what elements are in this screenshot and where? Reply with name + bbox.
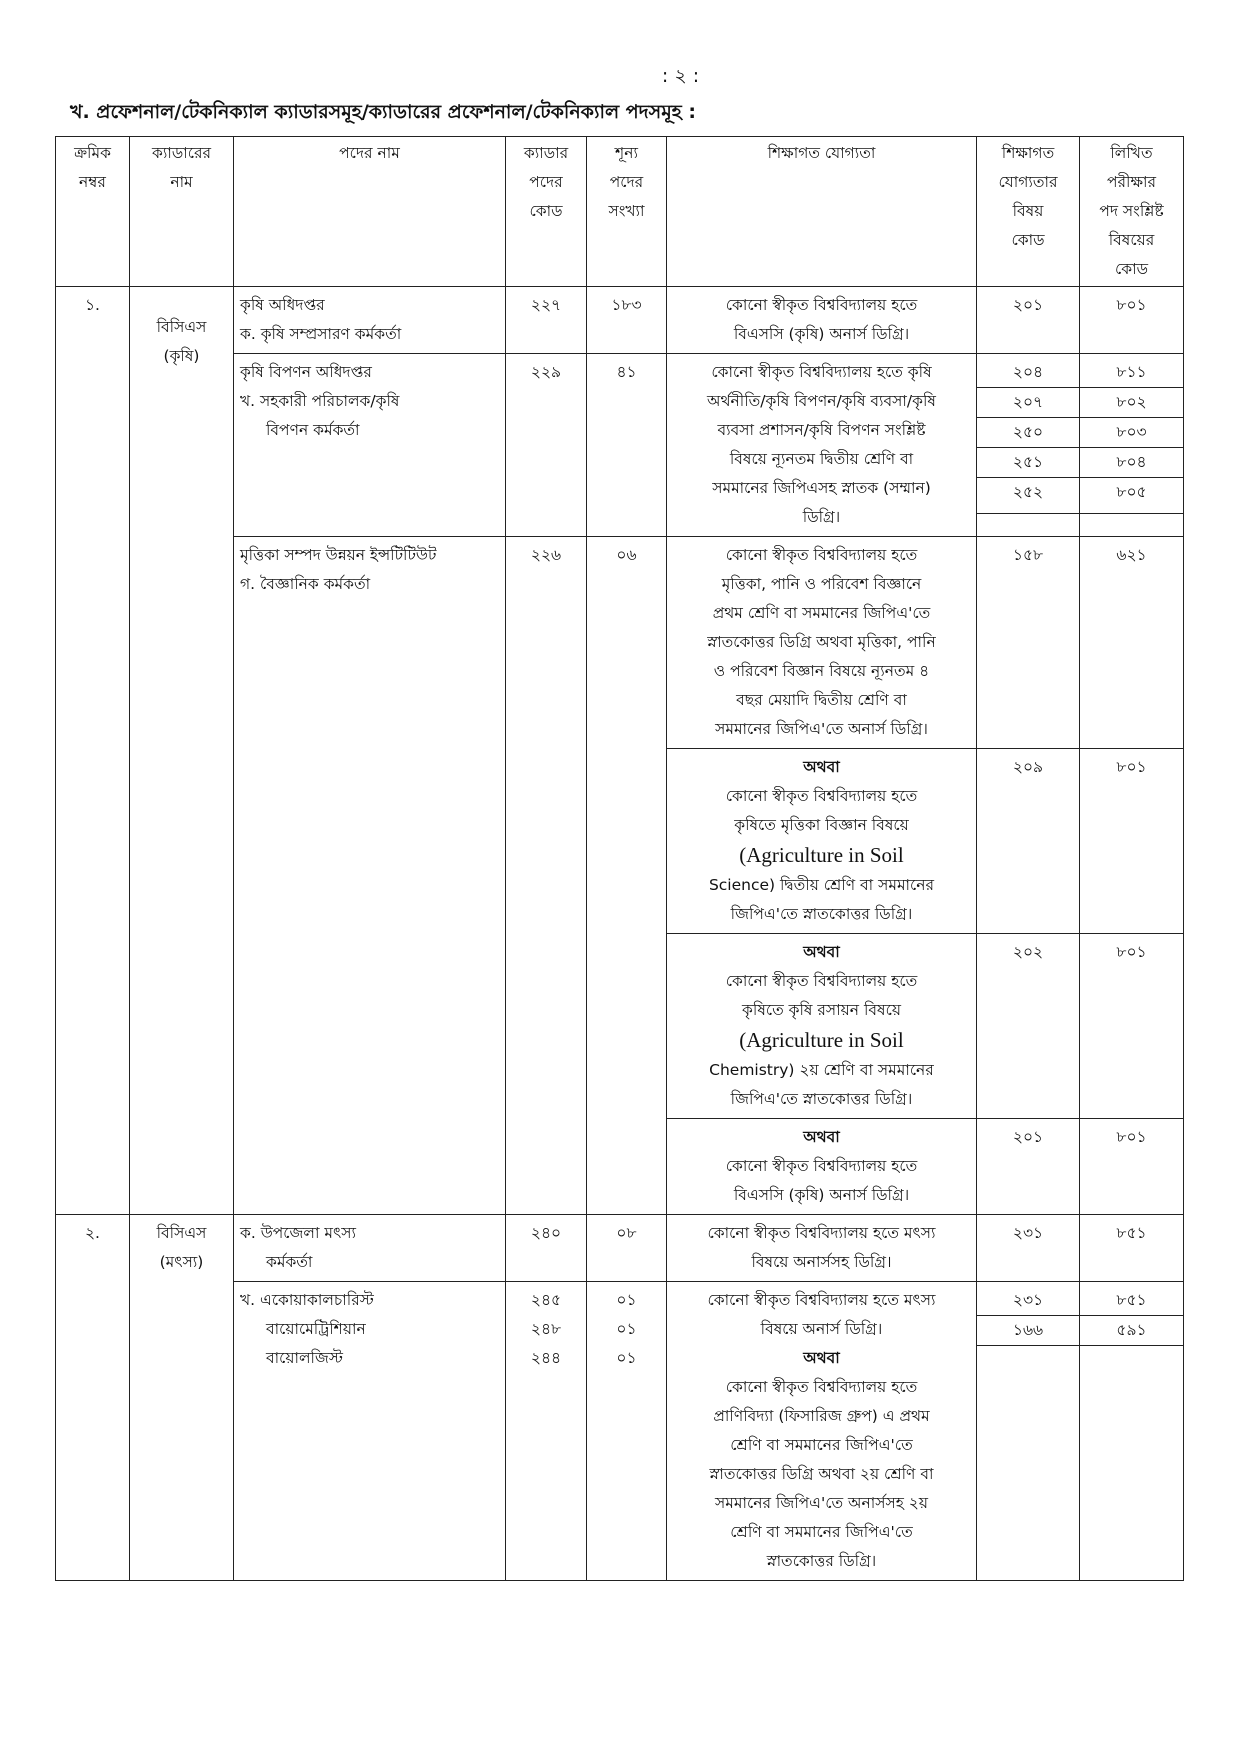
- qualification-line: প্রাণিবিদ্যা (ফিসারিজ গ্রুপ) এ প্রথম: [713, 1407, 930, 1425]
- exam-subject-code-value: ৮৫১: [1080, 1282, 1183, 1316]
- qualification-line: শ্রেণি বা সমমানের জিপিএ'তে: [730, 1436, 913, 1454]
- qualification: [667, 1282, 977, 1581]
- qualification-line: প্রথম শ্রেণি বা সমমানের জিপিএ'তে: [712, 604, 931, 622]
- column-header-line: সংখ্যা: [608, 202, 645, 220]
- vacancy-count-value: ৪১: [616, 363, 637, 381]
- post-name-line: ক. উপজেলা মৎস্য: [240, 1224, 356, 1242]
- column-header: [56, 137, 130, 287]
- subject-code-value: ২৩১: [1012, 1224, 1044, 1242]
- exam-subject-code-value: ৬২১: [1116, 546, 1147, 564]
- cadre-post-code-value: ২২৭: [530, 296, 562, 314]
- exam-subject-code-value: ৮০৪: [1080, 448, 1183, 478]
- qualification-line: বিষয়ে অনার্স ডিগ্রি।: [760, 1320, 883, 1338]
- cadre-post-code: [506, 287, 587, 354]
- subject-code: [977, 1119, 1080, 1215]
- subject-code: [977, 287, 1080, 354]
- qualification-line: কোনো স্বীকৃত বিশ্ববিদ্যালয় হতে: [725, 546, 918, 564]
- qualification-line: অর্থনীতি/কৃষি বিপণন/কৃষি ব্যবসা/কৃষি: [707, 392, 936, 410]
- cadre-post-code-value: ২২৯: [530, 363, 562, 381]
- page-number: : ২ :: [661, 65, 700, 87]
- exam-subject-code-value: ৮১১: [1080, 354, 1183, 388]
- cadre-post-code: [506, 1215, 587, 1282]
- post-name: [234, 537, 506, 1215]
- column-header: [234, 137, 506, 287]
- subject-code-value: ২৫০: [977, 418, 1079, 448]
- column-header-line: নাম: [170, 173, 193, 191]
- cadre-post-code-value: ২৪৮: [530, 1320, 562, 1338]
- qualification-line: সমমানের জিপিএ'তে অনার্স ডিগ্রি।: [715, 720, 928, 738]
- qualification-line: ও পরিবেশ বিজ্ঞান বিষয়ে ন্যূনতম ৪: [713, 662, 930, 680]
- column-header-line: পদের: [609, 173, 644, 191]
- qualification-line: ডিগ্রি।: [802, 508, 841, 526]
- column-header-line: বিষয়: [1012, 202, 1044, 220]
- subject-code-value: ২০২: [1012, 943, 1044, 961]
- subject-code-value: ২৫২: [977, 478, 1079, 514]
- column-header-line: পদের: [529, 173, 563, 191]
- exam-subject-code: [1080, 287, 1184, 354]
- exam-subject-code-value: ৮০২: [1080, 388, 1183, 418]
- header-row: [56, 137, 1184, 287]
- qualification-line: কৃষিতে কৃষি রসায়ন বিষয়ে: [742, 1001, 901, 1019]
- subject-code-value: ২০৯: [1012, 758, 1044, 776]
- vacancy-count: [587, 354, 667, 537]
- exam-subject-code-value: ৮০৩: [1080, 418, 1183, 448]
- qualification-line: জিপিএ'তে স্নাতকোত্তর ডিগ্রি।: [730, 1090, 913, 1108]
- exam-subject-code: [1080, 537, 1184, 749]
- subject-code-value: ১৫৮: [1012, 546, 1044, 564]
- exam-subject-code: [1080, 354, 1184, 537]
- qualification-line: স্নাতকোত্তর ডিগ্রি অথবা মৃত্তিকা, পানি: [707, 633, 936, 651]
- exam-subject-code: [1080, 749, 1184, 934]
- vacancy-count-value: ০১: [616, 1320, 637, 1338]
- column-header-line: বিষয়ের: [1108, 231, 1155, 249]
- qualification: [667, 1119, 977, 1215]
- column-header: [130, 137, 234, 287]
- subject-code-value: ২০১: [1012, 296, 1044, 314]
- cadre-post-code-value: ২৪৪: [530, 1349, 562, 1367]
- post-name-line: মৃত্তিকা সম্পদ উন্নয়ন ইন্সটিটিউট: [240, 546, 437, 564]
- column-header-line: কোড: [1011, 231, 1045, 249]
- exam-subject-code-value: ৮০৫: [1080, 478, 1183, 514]
- qualification: [667, 749, 977, 934]
- qualification-line: কোনো স্বীকৃত বিশ্ববিদ্যালয় হতে: [725, 787, 918, 805]
- cadre-name-line: বিসিএস: [156, 318, 207, 336]
- column-header-line: শিক্ষাগত: [1001, 144, 1055, 162]
- qualification: [667, 537, 977, 749]
- qualification-line: কোনো স্বীকৃত বিশ্ববিদ্যালয় হতে: [725, 296, 918, 314]
- subject-code-value: ২০১: [1012, 1128, 1044, 1146]
- post-name-line: ক. কৃষি সম্প্রসারণ কর্মকর্তা: [240, 325, 402, 343]
- table-row: [56, 287, 1184, 354]
- serial-number: ১.: [56, 287, 130, 1215]
- exam-subject-code-value: ৮০১: [1116, 943, 1147, 961]
- exam-subject-code-value: ৮০১: [1116, 296, 1147, 314]
- column-header-line: কোড: [1114, 260, 1149, 278]
- column-header-line: লিখিত: [1110, 144, 1153, 162]
- column-header: [667, 137, 977, 287]
- qualification-line: অথবা: [803, 1349, 840, 1367]
- vacancy-count: [587, 1282, 667, 1581]
- exam-subject-code-value: ৮৫১: [1116, 1224, 1147, 1242]
- column-header-line: যোগ্যতার: [998, 173, 1058, 191]
- qualification-line: অথবা: [803, 1128, 840, 1146]
- qualification: [667, 287, 977, 354]
- cadre-post-code: [506, 537, 587, 1215]
- column-header-line: ক্রমিক: [74, 144, 111, 162]
- cadre-name-line: (মৎস্য): [159, 1253, 204, 1271]
- exam-subject-code: [1080, 934, 1184, 1119]
- qualification-line: সমমানের জিপিএ'তে অনার্সসহ ২য়: [715, 1494, 928, 1512]
- exam-subject-code: [1080, 1119, 1184, 1215]
- qualification-line: কোনো স্বীকৃত বিশ্ববিদ্যালয় হতে: [725, 1157, 918, 1175]
- qualification-line: বিষয়ে ন্যূনতম দ্বিতীয় শ্রেণি বা: [729, 450, 914, 468]
- cadre-post-code-value: ২২৬: [530, 546, 562, 564]
- vacancy-count-value: ০১: [616, 1291, 637, 1309]
- cadre-name: [130, 1215, 234, 1581]
- qualification-line: কোনো স্বীকৃত বিশ্ববিদ্যালয় হতে মৎস্য: [707, 1224, 936, 1242]
- qualification: [667, 354, 977, 537]
- qualification-line: Chemistry) ২য় শ্রেণি বা সমমানের: [709, 1061, 934, 1079]
- table-row: [56, 1215, 1184, 1282]
- post-name-line: বিপণন কর্মকর্তা: [266, 421, 360, 439]
- exam-subject-code: [1080, 1215, 1184, 1282]
- posts-table: [55, 136, 1184, 1581]
- post-name: [234, 354, 506, 537]
- qualification-line: স্নাতকোত্তর ডিগ্রি।: [766, 1552, 877, 1570]
- qualification-line: অথবা: [803, 758, 840, 776]
- qualification: [667, 1215, 977, 1282]
- section-heading: খ. প্রফেশনাল/টেকনিক্যাল ক্যাডারসমূহ/ক্যাডারের প্রফেশনাল/টেকনিক্যাল পদসমূহ :: [70, 101, 696, 123]
- column-header-line: পদের নাম: [339, 144, 400, 162]
- column-header-line: ক্যাডার: [523, 144, 569, 162]
- qualification-line: কোনো স্বীকৃত বিশ্ববিদ্যালয় হতে মৎস্য: [707, 1291, 936, 1309]
- column-header-line: শূন্য: [615, 144, 638, 162]
- subject-code-value: ২০৭: [977, 388, 1079, 418]
- column-header-line: পরীক্ষার: [1106, 173, 1157, 191]
- qualification: [667, 934, 977, 1119]
- subject-code-value: ২৫১: [977, 448, 1079, 478]
- cadre-post-code-value: ২৪০: [530, 1224, 562, 1242]
- qualification-line: বিএসসি (কৃষি) অনার্স ডিগ্রি।: [733, 325, 910, 343]
- qualification-line: Science) দ্বিতীয় শ্রেণি বা সমমানের: [708, 876, 935, 894]
- subject-code: [977, 1215, 1080, 1282]
- post-name-line: খ. একোয়াকালচারিস্ট: [240, 1291, 374, 1309]
- exam-subject-code-value: ৫৯১: [1080, 1316, 1183, 1346]
- subject-code: [977, 749, 1080, 934]
- post-name-line: কৃষি বিপণন অধিদপ্তর: [240, 363, 372, 381]
- qualification-line: বিএসসি (কৃষি) অনার্স ডিগ্রি।: [733, 1186, 910, 1204]
- vacancy-count: [587, 1215, 667, 1282]
- post-name: [234, 1282, 506, 1581]
- subject-code: [977, 934, 1080, 1119]
- vacancy-count: [587, 537, 667, 1215]
- exam-subject-code-value: ৮০১: [1116, 1128, 1147, 1146]
- qualification-line: স্নাতকোত্তর ডিগ্রি অথবা ২য় শ্রেণি বা: [709, 1465, 934, 1483]
- qualification-line: বছর মেয়াদি দ্বিতীয় শ্রেণি বা: [736, 691, 907, 709]
- post-name-line: খ. সহকারী পরিচালক/কৃষি: [240, 392, 400, 410]
- subject-code: [977, 1282, 1080, 1581]
- vacancy-count: [587, 287, 667, 354]
- subject-code-value: ১৬৬: [977, 1316, 1079, 1346]
- qualification-line: বিষয়ে অনার্সসহ ডিগ্রি।: [751, 1253, 892, 1271]
- subject-code: [977, 354, 1080, 537]
- post-name: [234, 287, 506, 354]
- column-header-line: কোড: [529, 202, 563, 220]
- subject-code-value: ২৩১: [977, 1282, 1079, 1316]
- column-header-line: ক্যাডারের: [151, 144, 212, 162]
- cadre-name-line: (কৃষি): [163, 347, 200, 365]
- column-header: [1080, 137, 1184, 287]
- subject-code-value: ২০৪: [977, 354, 1079, 388]
- post-name-line: গ. বৈজ্ঞানিক কর্মকর্তা: [240, 575, 371, 593]
- qualification-line: জিপিএ'তে স্নাতকোত্তর ডিগ্রি।: [730, 905, 913, 923]
- subject-code: [977, 537, 1080, 749]
- column-header-line: শিক্ষাগত যোগ্যতা: [767, 144, 876, 162]
- column-header-line: পদ সংশ্লিষ্ট: [1099, 202, 1164, 220]
- qualification-line: (Agriculture in Soil: [739, 1028, 904, 1052]
- qualification-line: কৃষিতে মৃত্তিকা বিজ্ঞান বিষয়ে: [734, 816, 909, 834]
- cadre-post-code-value: ২৪৫: [530, 1291, 562, 1309]
- post-name-line: কৃষি অধিদপ্তর: [240, 296, 325, 314]
- qualification-line: সমমানের জিপিএসহ স্নাতক (সম্মান): [712, 479, 931, 497]
- exam-subject-code-value: ৮০১: [1116, 758, 1147, 776]
- column-header: [587, 137, 667, 287]
- cadre-post-code: [506, 1282, 587, 1581]
- column-header-line: নম্বর: [79, 173, 106, 191]
- post-name-line: কর্মকর্তা: [266, 1253, 313, 1271]
- vacancy-count-value: ০১: [616, 1349, 637, 1367]
- post-name: [234, 1215, 506, 1282]
- cadre-name: [130, 287, 234, 1215]
- qualification-line: মৃত্তিকা, পানি ও পরিবেশ বিজ্ঞানে: [721, 575, 922, 593]
- post-name-line: বায়োলজিস্ট: [266, 1349, 343, 1367]
- qualification-line: কোনো স্বীকৃত বিশ্ববিদ্যালয় হতে: [725, 972, 918, 990]
- cadre-post-code: [506, 354, 587, 537]
- vacancy-count-value: ০৬: [616, 546, 637, 564]
- cadre-name-line: বিসিএস: [156, 1224, 207, 1242]
- column-header: [506, 137, 587, 287]
- vacancy-count-value: ১৮৩: [611, 296, 642, 314]
- serial-number: ২.: [56, 1215, 130, 1581]
- qualification-line: অথবা: [803, 943, 840, 961]
- qualification-line: ব্যবসা প্রশাসন/কৃষি বিপণন সংশ্লিষ্ট: [717, 421, 926, 439]
- qualification-line: কোনো স্বীকৃত বিশ্ববিদ্যালয় হতে কৃষি: [711, 363, 932, 381]
- qualification-line: কোনো স্বীকৃত বিশ্ববিদ্যালয় হতে: [725, 1378, 918, 1396]
- vacancy-count-value: ০৮: [616, 1224, 637, 1242]
- qualification-line: (Agriculture in Soil: [739, 843, 904, 867]
- post-name-line: বায়োমেট্রিশিয়ান: [266, 1320, 366, 1338]
- qualification-line: শ্রেণি বা সমমানের জিপিএ'তে: [730, 1523, 913, 1541]
- exam-subject-code: [1080, 1282, 1184, 1581]
- column-header: [977, 137, 1080, 287]
